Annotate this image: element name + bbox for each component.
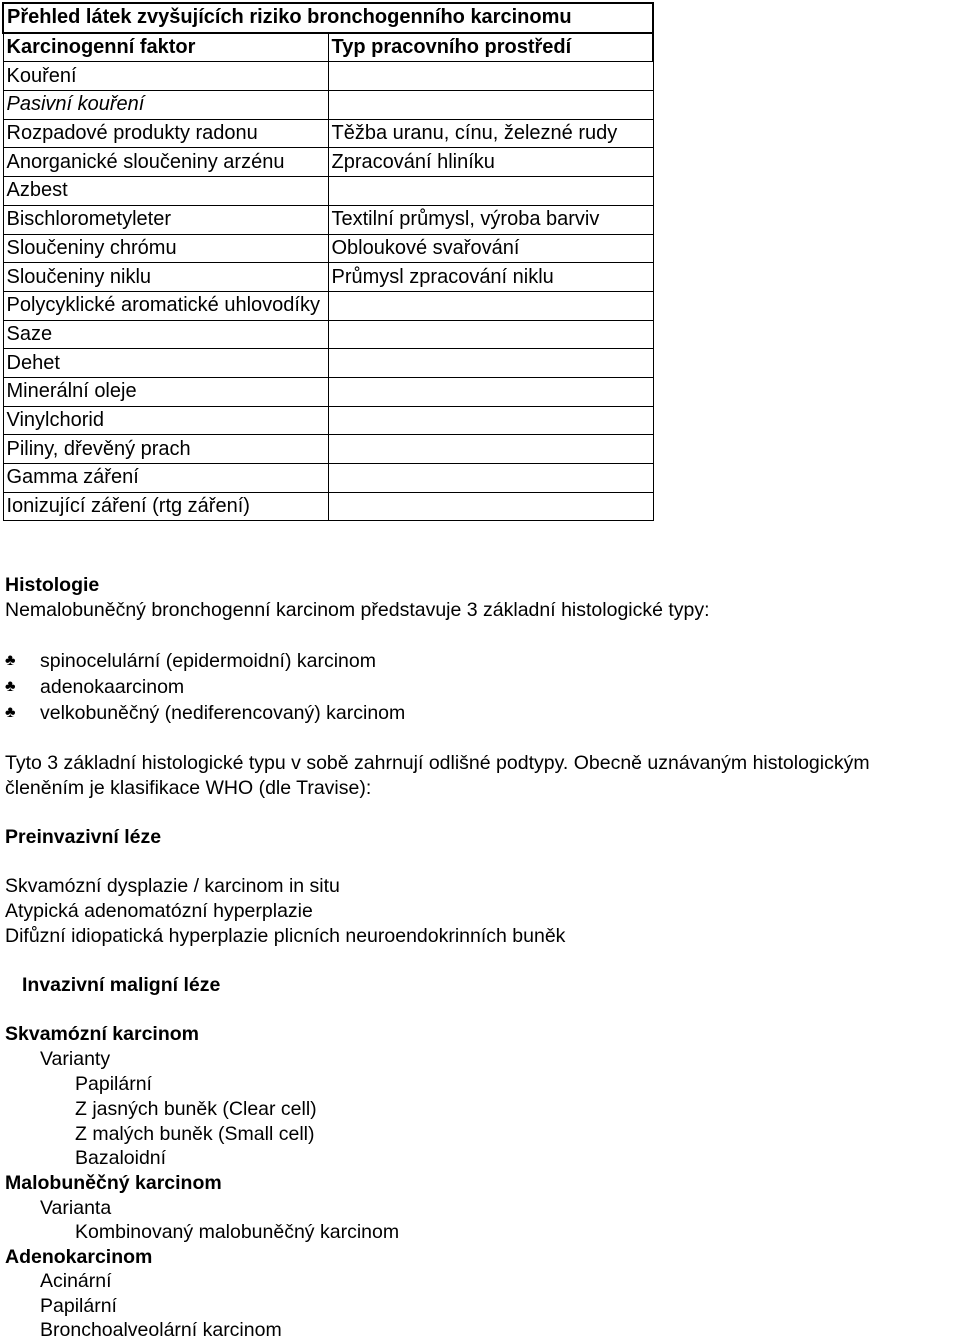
factor-cell: Azbest bbox=[3, 177, 328, 206]
table-row bbox=[3, 263, 653, 292]
factor-cell: Polycyklické aromatické uhlovodíky bbox=[3, 291, 328, 320]
preinvasive-heading: Preinvazivní léze bbox=[5, 826, 162, 848]
invasive-heading: Invazivní maligní léze bbox=[22, 974, 221, 996]
table-header-row bbox=[3, 33, 653, 62]
histology-heading: Histologie bbox=[5, 574, 100, 596]
table-row bbox=[3, 492, 653, 521]
club-icon: ♣ bbox=[5, 704, 16, 721]
table-row bbox=[3, 464, 653, 493]
environment-cell bbox=[328, 320, 653, 349]
factor-cell: Gamma záření bbox=[3, 464, 328, 493]
squamous-variant: Z jasných buněk (Clear cell) bbox=[75, 1098, 317, 1120]
adeno-item: Bronchoalveolární karcinom bbox=[40, 1319, 282, 1341]
factor-cell: Dehet bbox=[3, 349, 328, 378]
table-row bbox=[3, 148, 653, 177]
factor-cell: Rozpadové produkty radonu bbox=[3, 119, 328, 148]
histology-paragraph-line: Tyto 3 základní histologické typu v sobě zahrnují odlišné podtypy. Obecně uznávaným histologickým bbox=[5, 752, 870, 774]
environment-cell bbox=[328, 349, 653, 378]
club-icon: ♣ bbox=[5, 678, 16, 695]
histology-paragraph-line: členěním je klasifikace WHO (dle Travise): bbox=[5, 777, 372, 799]
table-row bbox=[3, 320, 653, 349]
preinvasive-item: Atypická adenomatózní hyperplazie bbox=[5, 900, 313, 922]
environment-cell: Textilní průmysl, výroba barviv bbox=[328, 205, 653, 234]
table-row bbox=[3, 291, 653, 320]
adeno-item: Acinární bbox=[40, 1270, 112, 1292]
squamous-variant: Z malých buněk (Small cell) bbox=[75, 1123, 315, 1145]
table-title: Přehled látek zvyšujících riziko bronchogenního karcinomu bbox=[3, 3, 653, 33]
environment-cell bbox=[328, 291, 653, 320]
adeno-title: Adenokarcinom bbox=[5, 1246, 153, 1268]
factor-cell: Piliny, dřevěný prach bbox=[3, 435, 328, 464]
small-cell-variant: Kombinovaný malobuněčný karcinom bbox=[75, 1221, 400, 1243]
factor-cell: Sloučeniny niklu bbox=[3, 263, 328, 292]
environment-cell bbox=[328, 91, 653, 120]
table-row bbox=[3, 205, 653, 234]
environment-cell bbox=[328, 406, 653, 435]
environment-cell bbox=[328, 464, 653, 493]
table-row bbox=[3, 406, 653, 435]
environment-cell bbox=[328, 492, 653, 521]
table-row bbox=[3, 177, 653, 206]
factor-cell: Anorganické sloučeniny arzénu bbox=[3, 148, 328, 177]
table-title-row bbox=[3, 3, 653, 33]
preinvasive-item: Skvamózní dysplazie / karcinom in situ bbox=[5, 875, 340, 897]
environment-cell: Průmysl zpracování niklu bbox=[328, 263, 653, 292]
histology-intro: Nemalobuněčný bronchogenní karcinom představuje 3 základní histologické typy: bbox=[5, 599, 710, 621]
environment-cell bbox=[328, 377, 653, 406]
carcinogen-table bbox=[2, 2, 654, 521]
table-row bbox=[3, 234, 653, 263]
table-row bbox=[3, 62, 653, 91]
environment-cell: Obloukové svařování bbox=[328, 234, 653, 263]
factor-cell: Kouření bbox=[3, 62, 328, 91]
small-cell-title: Malobuněčný karcinom bbox=[5, 1172, 222, 1194]
squamous-title: Skvamózní karcinom bbox=[5, 1023, 199, 1045]
factor-cell: Vinylchorid bbox=[3, 406, 328, 435]
factor-cell: Minerální oleje bbox=[3, 377, 328, 406]
factor-cell: Saze bbox=[3, 320, 328, 349]
table-row bbox=[3, 377, 653, 406]
bullet-item: velkobuněčný (nediferencovaný) karcinom bbox=[40, 702, 406, 724]
environment-cell: Zpracování hliníku bbox=[328, 148, 653, 177]
factor-cell: Ionizující záření (rtg záření) bbox=[3, 492, 328, 521]
environment-cell bbox=[328, 435, 653, 464]
club-icon: ♣ bbox=[5, 652, 16, 669]
bullet-item: adenokaarcinom bbox=[40, 676, 185, 698]
table-row bbox=[3, 349, 653, 378]
table-row bbox=[3, 91, 653, 120]
adeno-item: Papilární bbox=[40, 1295, 117, 1317]
table-row bbox=[3, 119, 653, 148]
factor-cell: Pasivní kouření bbox=[3, 91, 328, 120]
small-cell-variants-label: Varianta bbox=[40, 1197, 112, 1219]
bullet-item: spinocelulární (epidermoidní) karcinom bbox=[40, 650, 376, 672]
squamous-variant: Papilární bbox=[75, 1073, 152, 1095]
column-header-factor: Karcinogenní faktor bbox=[3, 33, 328, 62]
table-row bbox=[3, 435, 653, 464]
preinvasive-item: Difůzní idiopatická hyperplazie plicních neuroendokrinních buněk bbox=[5, 925, 566, 947]
squamous-variant: Bazaloidní bbox=[75, 1147, 167, 1169]
environment-cell bbox=[328, 62, 653, 91]
environment-cell: Těžba uranu, cínu, železné rudy bbox=[328, 119, 653, 148]
squamous-variants-label: Varianty bbox=[40, 1048, 111, 1070]
factor-cell: Sloučeniny chrómu bbox=[3, 234, 328, 263]
column-header-environment: Typ pracovního prostředí bbox=[328, 33, 653, 62]
factor-cell: Bischlorometyleter bbox=[3, 205, 328, 234]
environment-cell bbox=[328, 177, 653, 206]
